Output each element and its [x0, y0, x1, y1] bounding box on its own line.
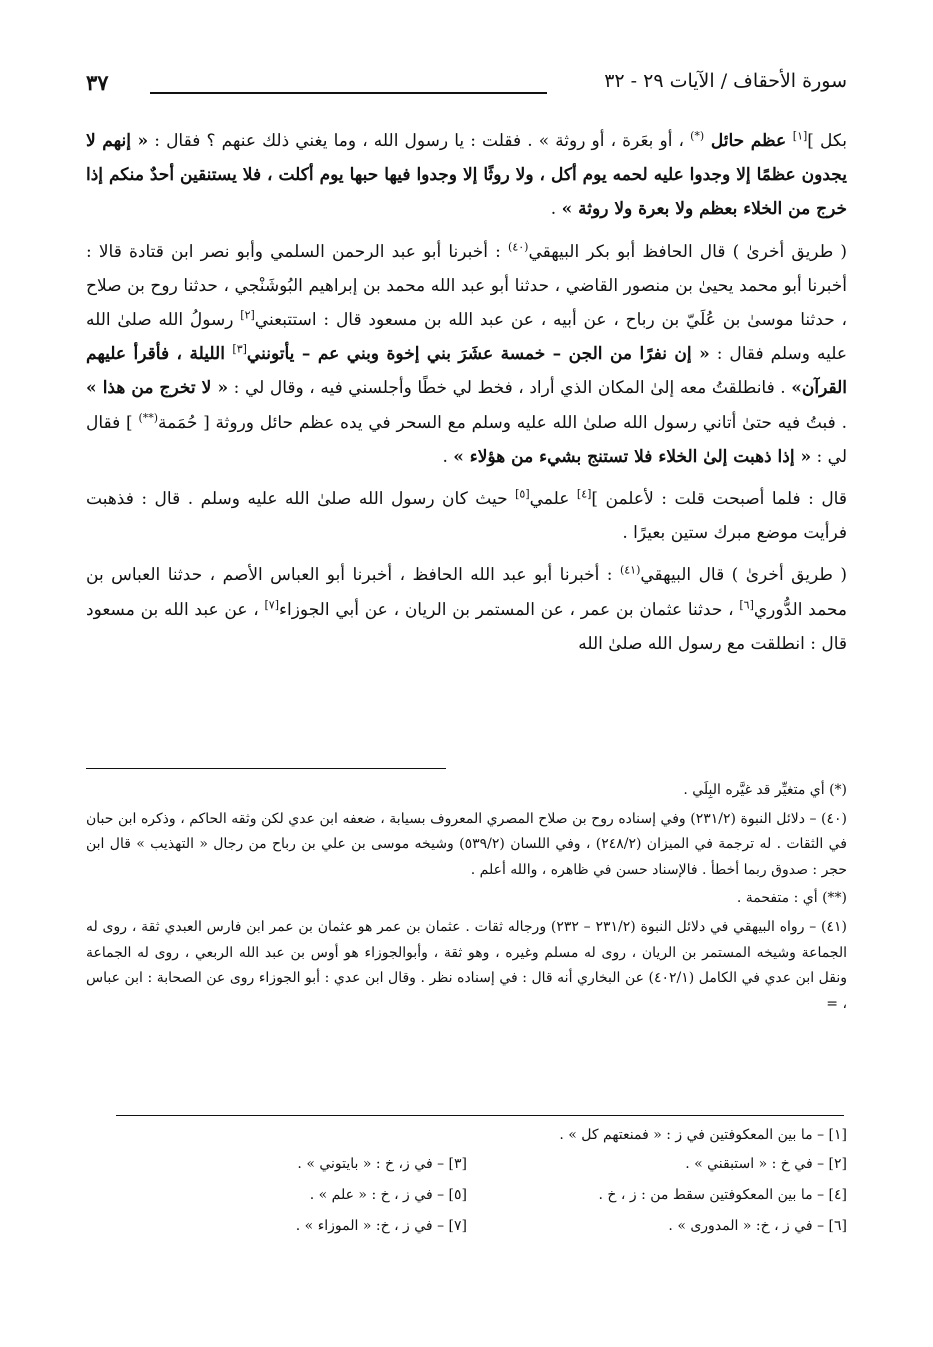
header-rule [150, 92, 547, 94]
variant-note: [٧] – في ز ، خ: « الموزاء » . [295, 1218, 467, 1234]
text-run: ، أو بعَرة ، أو روثة » . فقلت : يا رسول الله ، وما يغني ذلك عنهم ؟ فقال : [148, 131, 691, 151]
footnote-40: (٤٠) – دلائل النبوة (٢٣١/٢) وفي إسناده روح بن صلاح المصري المعروف بسيابة ، ضعفه ابن عدي لكن وثقه الحاكم ، وذكره ابن حبان في الثقات . له ترجمة في الميزان (٢٤٨/٢) ، وفي اللسان (٥٣٩/٢) وشيخه موسى بن علي بن رباح من رجال « التهذيب » قال ابن حجر : صدوق ربما أخطأ . فالإسناد حسن في ظاهره ، والله أعلم . [86, 810, 847, 878]
variant-marker: [٦] [739, 597, 754, 611]
footnote-double-star: (**) أي : متفحمة . [736, 890, 847, 907]
text-run: حيث كان رسول الله صلىٰ الله عليه وسلم . قال : فذهبت فرأيت موضع مبرك ستين بعيرًا . [86, 489, 847, 544]
hadith-quote: « لا تخرج من هذا » [86, 378, 229, 399]
text-run: : أخبرنا أبو عبد الرحمن السلمي وأبو نصر ابن قتادة قالا : أخبرنا أبو محمد يحيىٰ بن منصور القاضي ، حدثنا أبو عبد الله محمد بن إبراهيم البُوشَنْجي ، حدثنا روح بن صلاح ، حدثنا موسىٰ بن عُلَيّ بن رباح ، عن أبيه ، عن عبد الله بن مسعود قال : استتبعني [86, 241, 847, 331]
variant-note: [٦] – في ز ، خ: « المدورى » . [668, 1218, 847, 1234]
variant-marker: [٥] [515, 487, 530, 501]
hadith-quote: « إنهم لا يجدون عظمًا إلا وجدوا عليه لحمه يوم أكل ، ولا روثًا إلا وجدوا فيها حبها يوم أكلت ، فلا يستنقين أحدٌ منكم إذا خرج من الخلاء بعظم ولا بعرة ولا روثة » [86, 131, 847, 220]
footnote-star: (*) أي متغيِّر قد غيَّره البِلَي . [683, 782, 847, 798]
footnotes [86, 778, 847, 1020]
variant-marker: [٤] [576, 487, 592, 501]
text-run: علمي [529, 489, 577, 510]
paragraph-2 [86, 235, 847, 474]
paragraph-4 [86, 558, 847, 661]
text-run: ( طريق أخرىٰ ) قال الحافظ أبو بكر البيهقي [528, 241, 847, 262]
text-run: . فانطلقتُ معه إلىٰ المكان الذي أراد ، فخط لي خطًا وأجلسني فيه ، وقال لي : [228, 378, 792, 399]
hadith-quote: « إن نفرًا من الجن – خمسة عشَرَ بني إخوة وبني عم – يأتونني [246, 344, 710, 365]
variant-row [86, 1180, 847, 1211]
hadith-quote: الليلة ، فأقرأ عليهم القرآن» [86, 344, 847, 399]
footnote-marker: (٤٠) [508, 239, 529, 253]
page-number: ٣٧ [86, 70, 109, 95]
footnote-marker: (**) [138, 410, 159, 424]
text-run: ، عن عبد الله بن مسعود قال : انطلقت مع رسول الله صلىٰ الله [86, 599, 847, 654]
variant-note: [٢] – في خ : « استبقني » . [685, 1156, 847, 1172]
surah-title: سورة الأحقاف / الآيات ٢٩ - ٣٢ [604, 70, 847, 92]
text-run: ( طريق أخرىٰ ) قال البيهقي [640, 565, 848, 586]
text-run: قال : فلما أصبحت قلت : لأعلمن ] [591, 489, 847, 510]
variant-note: [١] – ما بين المعكوفتين في ز : « فمنعتهم كل » . [559, 1127, 847, 1143]
footnote-41: (٤١) – رواه البيهقي في دلائل النبوة (٢٣١/٢ – ٢٣٢) ورجاله ثقات . عثمان بن عمر هو عثمان بن عمر ابن فارس العبدي ثقة ، روى له الجماعة وشيخه المستمر بن الريان ، روى له مسلم وغيره ، وهو ثقة ، وأبوالجوزاء هو أوس بن عبد الله الربعي ، روى له الجماعة ونقل ابن عدي في الكامل (٤٠٢/١) عن البخاري أنه قال : في إسناده نظر . وقال ابن عدي : أبو الجوزاء روى عن الصحابة : ابن عباس ، = [86, 918, 847, 1012]
variant-marker: [٧] [264, 597, 279, 611]
text-run: عظم حائل [704, 131, 793, 151]
footnote-marker: (٤١) [619, 563, 641, 577]
variant-note: [٤] – ما بين المعكوفتين سقط من : ز ، خ . [598, 1187, 847, 1203]
variant-row [86, 1149, 847, 1180]
text-run: . [442, 446, 454, 467]
footnote-marker: (*) [690, 129, 705, 143]
text-run: رسولُ الله صلىٰ الله عليه وسلم فقال : [86, 310, 847, 365]
variant-marker: [٣] [232, 342, 247, 356]
variants-separator [116, 1115, 844, 1116]
text-run: بكل ] [807, 131, 848, 151]
text-run: ] فقال لي : [86, 412, 847, 467]
running-header [86, 70, 847, 102]
footnote-separator [86, 768, 446, 769]
variant-row [86, 1211, 847, 1242]
variant-note: [٥] – في ز ، خ : « علم » . [309, 1187, 467, 1203]
text-run: . فبتُ فيه حتىٰ أتاني رسول الله صلىٰ الله عليه وسلم مع السحر في يده عظم حائل وروثة [ حُمَمة [158, 412, 847, 433]
hadith-quote: « إذا ذهبت إلىٰ الخلاء فلا تستنج بشيء من هؤلاء » [453, 446, 812, 467]
text-run: ، حدثنا عثمان بن عمر ، عن المستمر بن الريان ، عن أبي الجوزاء [279, 599, 740, 620]
text-run: : أخبرنا أبو عبد الله الحافظ ، أخبرنا أبو العباس الأصم ، حدثنا العباس بن محمد الدُّوري [86, 565, 848, 620]
manuscript-variants [86, 1122, 847, 1242]
variant-marker: [١] [792, 129, 808, 143]
paragraph-1 [86, 124, 847, 227]
paragraph-3 [86, 482, 847, 550]
text-run: . [550, 199, 562, 220]
variant-marker: [٢] [240, 308, 255, 322]
variant-note: [٣] – في ز، خ : « بايتوني » . [297, 1156, 467, 1172]
main-text [86, 124, 847, 669]
